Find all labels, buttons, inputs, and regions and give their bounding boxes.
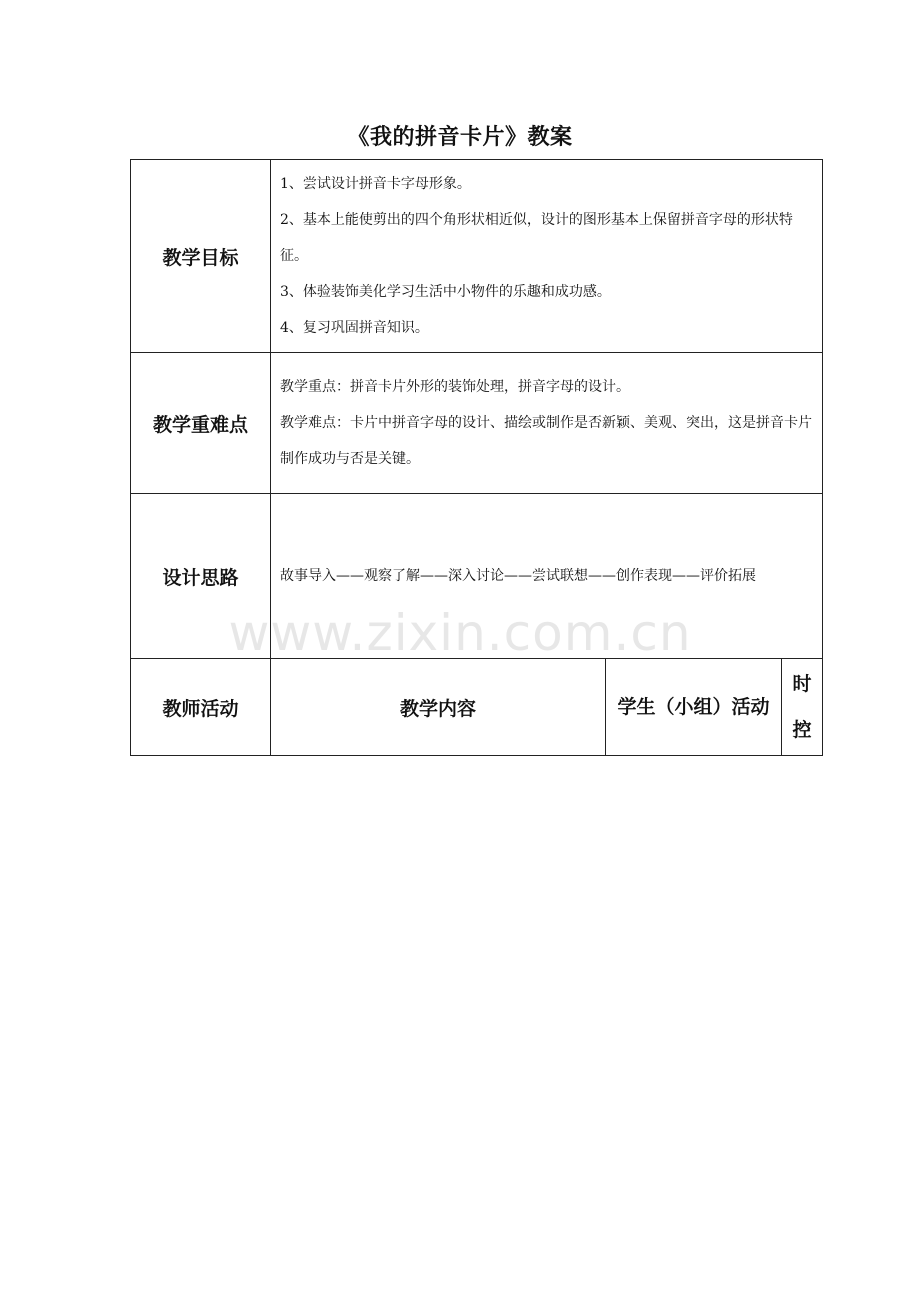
activity-header-row bbox=[131, 659, 823, 756]
document-title: 《我的拼音卡片》教案 bbox=[347, 124, 573, 150]
design-row bbox=[131, 494, 823, 659]
teacher-activity-header: 教师活动 bbox=[131, 659, 271, 756]
design-text: 故事导入——观察了解——深入讨论——尝试联想——创作表现——评价拓展 bbox=[280, 568, 756, 584]
objective-item: 1、尝试设计拼音卡字母形象。 bbox=[280, 176, 471, 192]
design-content bbox=[271, 494, 823, 659]
objectives-row bbox=[131, 160, 823, 353]
objectives-label: 教学目标 bbox=[131, 160, 271, 353]
objectives-content bbox=[271, 160, 823, 353]
watermark: www.zixin.com.cn bbox=[228, 604, 692, 662]
key-point-item: 教学难点：卡片中拼音字母的设计、描绘或制作是否新颖、美观、突出，这是拼音卡片制作成功与否是关键。 bbox=[280, 415, 812, 467]
key-points-content bbox=[271, 353, 823, 494]
lesson-plan-table bbox=[130, 159, 823, 756]
time-control-header: 时控 bbox=[782, 659, 823, 756]
objective-item: 4、复习巩固拼音知识。 bbox=[280, 320, 429, 336]
design-label: 设计思路 bbox=[131, 494, 271, 659]
objective-item: 2、基本上能使剪出的四个角形状相近似，设计的图形基本上保留拼音字母的形状特征。 bbox=[280, 212, 793, 264]
key-points-row bbox=[131, 353, 823, 494]
key-point-item: 教学重点：拼音卡片外形的装饰处理，拼音字母的设计。 bbox=[280, 379, 630, 395]
teaching-content-header: 教学内容 bbox=[271, 659, 606, 756]
objective-item: 3、体验装饰美化学习生活中小物件的乐趣和成功感。 bbox=[280, 284, 611, 300]
key-points-label: 教学重难点 bbox=[131, 353, 271, 494]
student-activity-header: 学生（小组）活动 bbox=[606, 659, 782, 756]
